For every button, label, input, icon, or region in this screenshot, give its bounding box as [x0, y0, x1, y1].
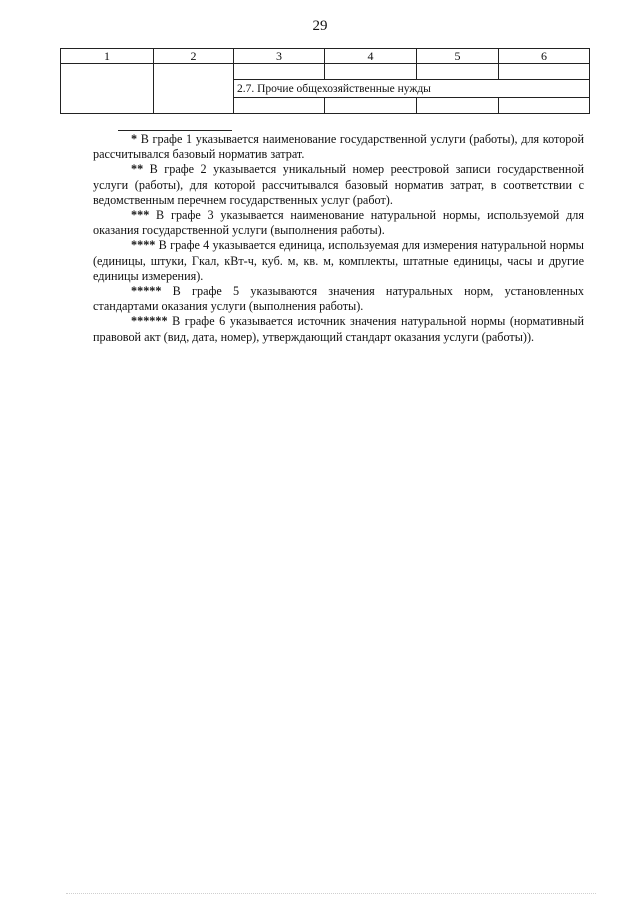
footnote-text: В графе 4 указывается единица, используемая для измерения натуральной нормы (единицы, штуки, Гкал, кВт-ч, куб. м, кв. м, комплекты, штатные единицы, часы и другие единицы измерения).	[93, 238, 584, 283]
footnote-text: В графе 5 указываются значения натуральных норм, установленных стандартами оказания услуги (выполнения работы).	[93, 284, 584, 314]
table-cell	[499, 98, 590, 114]
column-header-6: 6	[499, 49, 590, 64]
table-cell	[499, 64, 590, 80]
column-header-2: 2	[154, 49, 234, 64]
footnote-6	[93, 314, 584, 344]
norms-table	[60, 48, 590, 114]
footnote-5	[93, 284, 584, 314]
table-row	[61, 64, 590, 80]
footnote-marker: ***	[131, 208, 150, 223]
table-cell	[325, 98, 417, 114]
footnote-2	[93, 162, 584, 208]
column-header-1: 1	[61, 49, 154, 64]
column-header-3: 3	[234, 49, 325, 64]
section-label-cell: 2.7. Прочие общехозяйственные нужды	[234, 80, 590, 98]
footnote-text: В графе 3 указывается наименование натуральной нормы, используемой для оказания государственной услуги (выполнения работы).	[93, 208, 584, 238]
column-header-5: 5	[417, 49, 499, 64]
table-cell	[234, 98, 325, 114]
column-header-4: 4	[325, 49, 417, 64]
table-cell-service-name	[61, 64, 154, 114]
footnotes	[93, 132, 584, 345]
page-number: 29	[312, 18, 328, 34]
footnote-marker: ******	[131, 314, 168, 329]
footnote-text: В графе 2 указывается уникальный номер реестровой записи государственной услуги (работы), для которой рассчитывался базовый норматив затрат, в соответствии с ведомственным перечнем государственных услуг (работ).	[93, 162, 584, 207]
table-cell	[417, 98, 499, 114]
table-cell	[325, 64, 417, 80]
footnote-marker: **	[131, 162, 144, 177]
table-cell-registry-number	[154, 64, 234, 114]
table-header-row	[61, 49, 590, 64]
footnote-1	[93, 132, 584, 162]
footnote-marker: *	[131, 132, 138, 146]
footnote-4	[93, 238, 584, 284]
table-cell	[417, 64, 499, 80]
footnote-separator	[118, 130, 232, 131]
footnote-marker: *****	[131, 284, 162, 299]
scan-artifact-line	[66, 893, 596, 894]
footnote-text: В графе 1 указывается наименование государственной услуги (работы), для которой рассчитывался базовый норматив затрат.	[93, 132, 584, 162]
table-cell	[234, 64, 325, 80]
footnote-marker: ****	[131, 238, 156, 253]
footnote-3	[93, 208, 584, 238]
footnote-text: В графе 6 указывается источник значения натуральной нормы (нормативный правовой акт (вид, дата, номер), утверждающий стандарт оказания услуги (работы)).	[93, 314, 584, 344]
